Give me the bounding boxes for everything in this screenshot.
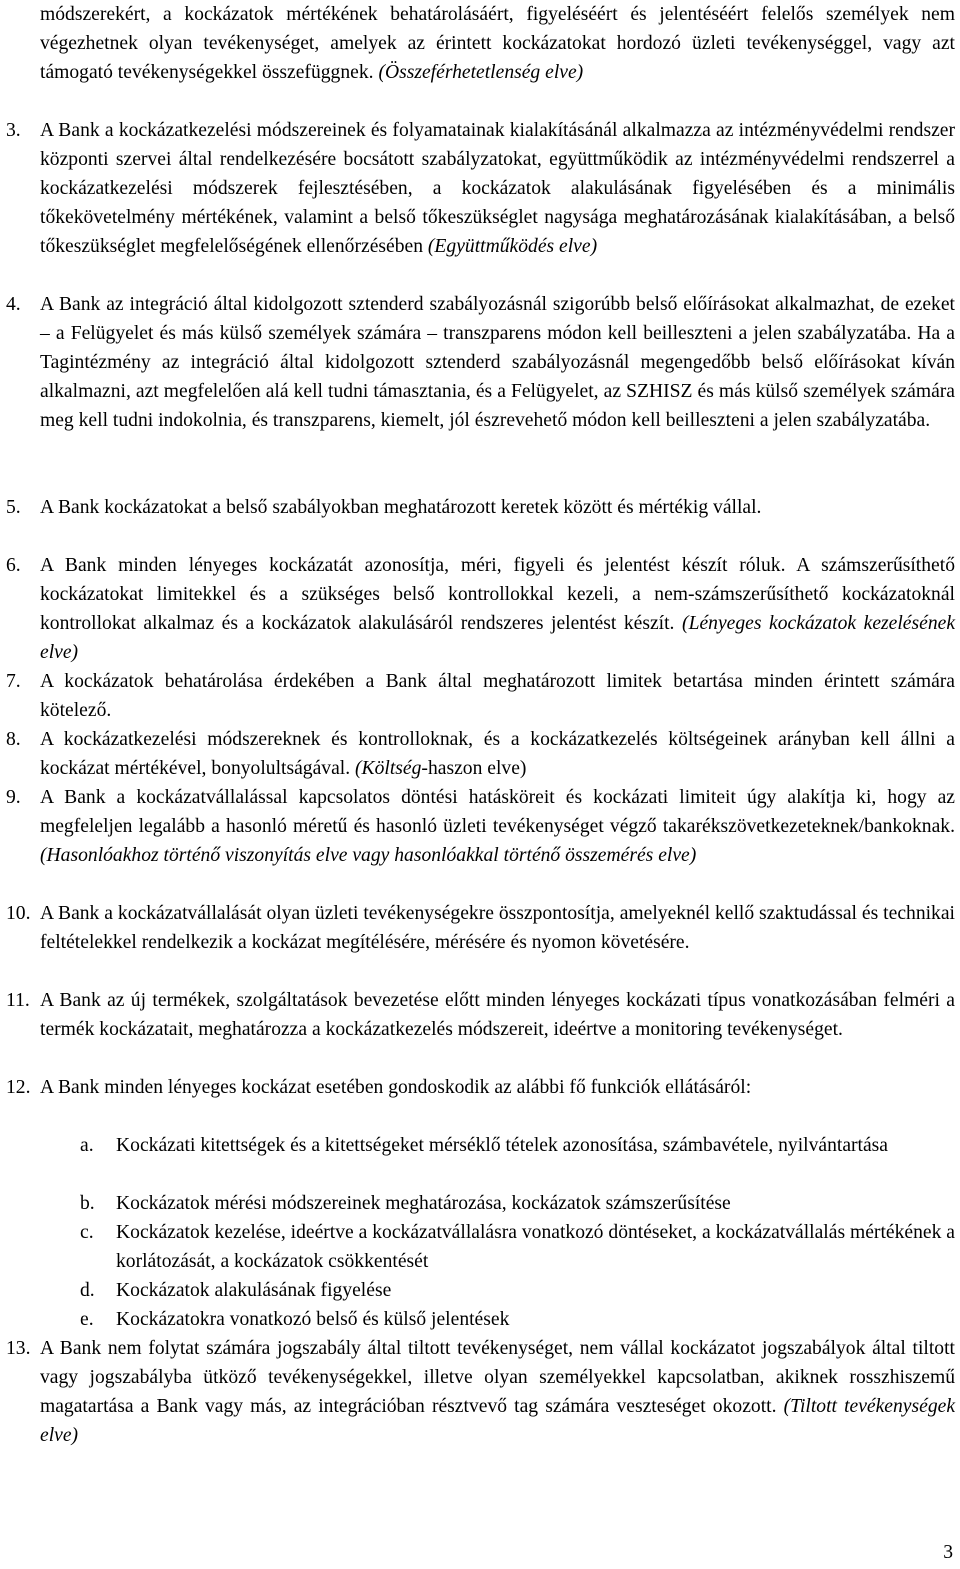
sub-item-c [80, 1218, 955, 1276]
item-number: 12. [6, 1077, 31, 1098]
list-item-12 [0, 1073, 955, 1102]
sub-item-a [80, 1131, 955, 1160]
sub-item-letter: c. [80, 1222, 94, 1243]
item-number: 9. [6, 787, 21, 808]
item-text: A Bank az integráció által kidolgozott sztenderd szabályozásnál szigorúbb belső előírásokat alkalmazhat, de ezeket – a Felügyelet és más külső személyek számára – transzparens módon kell beilleszteni a jelen szabályzatába. Ha a Tagintézmény az integráció által kidolgozott sztenderd szabályozásnál megengedőbb belső előírásokat kíván alkalmazni, azt megfelelően alá kell tudni támasztania, és a Felügyelet, az SZHISZ és más külső személyek számára meg kell tudni indokolnia, és transzparens, kiemelt, jól észrevehető módon kell beilleszteni a jelen szabályzatába. [40, 294, 955, 431]
item-number: 11. [6, 990, 30, 1011]
item-text: A Bank nem folytat számára jogszabály által tiltott tevékenységet, nem vállal kockázatot jogszabályok által tiltott vagy jogszabályba ütköző tevékenységekkel, illetve olyan személyekkel kapcsolatban, akiknek rosszhiszemű magatartása a Bank vagy más, az integrációban résztvevő tag számára veszteséget okozott. [40, 1338, 955, 1417]
item-text: A Bank a kockázatkezelési módszereinek és folyamatainak kialakításánál alkalmazza az intézményvédelmi rendszer központi szervei által rendelkezésére bocsátott szabályzatokat, együttműködik az intézményvédelmi rendszerrel a kockázatkezelési módszerek fejlesztésében, a kockázatok alakulásának figyelésében és a minimális tőkekövetelmény mértékének, valamint a belső tőkeszükséglet nagysága meghatározásának kialakításában, a belső tőkeszükséglet megfelelőségének ellenőrzésében [40, 120, 955, 257]
principle-note: (Lényeges kockázatok kezelésének elve) [40, 613, 956, 663]
list-item-7 [0, 667, 955, 725]
item-number: 4. [6, 294, 21, 315]
item-number: 7. [6, 671, 21, 692]
item-text: A Bank minden lényeges kockázat esetében gondoskodik az alábbi fő funkciók ellátásáról: [40, 1077, 752, 1098]
sub-item-letter: b. [80, 1193, 95, 1214]
principle-note: (Együttműködés elve) [427, 236, 598, 257]
page-number: 3 [943, 1542, 953, 1563]
sub-item-b [80, 1189, 955, 1218]
list-item-10 [0, 899, 955, 957]
intro-paragraph [40, 0, 955, 87]
principle-note-tail: haszon elve) [427, 758, 527, 779]
item-text: A Bank kockázatokat a belső szabályokban meghatározott keretek között és mértékig vállal. [40, 497, 762, 518]
sub-item-text: Kockázatok mérési módszereinek meghatározása, kockázatok számszerűsítése [116, 1193, 731, 1214]
item-number: 13. [6, 1338, 31, 1359]
item-number: 10. [6, 903, 31, 924]
list-item-9 [0, 783, 955, 870]
item-text: A kockázatkezelési módszereknek és kontrolloknak, és a kockázatkezelés költségeinek arányban kell állni a kockázat mértékével, bonyolultságával. [40, 729, 955, 779]
item-text: A kockázatok behatárolása érdekében a Bank által meghatározott limitek betartása minden érintett számára kötelező. [40, 671, 955, 721]
list-item-8 [0, 725, 955, 783]
sub-item-e [80, 1305, 955, 1334]
intro-text: módszerekért, a kockázatok mértékének behatárolásáért, figyeléséért és jelentéséért felelős személyek nem végezhetnek olyan tevékenységet, amelyek az érintett kockázatokat hordozó üzleti tevékenységgel, vagy azt támogató tevékenységekkel összefüggnek. [40, 4, 955, 83]
sub-item-letter: d. [80, 1280, 95, 1301]
sub-item-d [80, 1276, 955, 1305]
sub-item-letter: a. [80, 1135, 94, 1156]
item-text: A Bank a kockázatvállalással kapcsolatos döntési hatásköreit és kockázati limiteit úgy alakítja ki, hogy az megfeleljen legalább a hasonló méretű és hasonló üzleti tevékenységet végző takarékszövetkezeteknek/bankoknak. [40, 787, 955, 837]
sub-item-text: Kockázatok kezelése, ideértve a kockázatvállalásra vonatkozó döntéseket, a kockázatvállalás mértékének a korlátozását, a kockázatok csökkentését [116, 1222, 955, 1272]
item-text: A Bank az új termékek, szolgáltatások bevezetése előtt minden lényeges kockázati típus vonatkozásában felméri a termék kockázatait, meghatározza a kockázatkezelés módszereit, ideértve a monitoring tevékenységet. [40, 990, 955, 1040]
item-number: 5. [6, 497, 21, 518]
sub-item-text: Kockázatokra vonatkozó belső és külső jelentések [116, 1309, 510, 1330]
intro-principle-note: (Összeférhetetlenség elve) [378, 62, 584, 83]
sub-item-text: Kockázatok alakulásának figyelése [116, 1280, 392, 1301]
list-item-4 [0, 290, 955, 435]
list-item-13 [0, 1334, 955, 1450]
list-item-11 [0, 986, 955, 1044]
item-number: 3. [6, 120, 21, 141]
item-number: 6. [6, 555, 21, 576]
sub-item-letter: e. [80, 1309, 94, 1330]
item-number: 8. [6, 729, 21, 750]
principle-note: (Költség- [355, 758, 428, 779]
list-item-5 [0, 493, 955, 522]
sub-item-text: Kockázati kitettségek és a kitettségeket mérséklő tételek azonosítása, számbavétele, nyilvántartása [116, 1135, 889, 1156]
list-item-3 [0, 116, 955, 261]
principle-note: (Tiltott tevékenységek elve) [40, 1396, 956, 1446]
list-item-6 [0, 551, 955, 667]
principle-note: (Hasonlóakhoz történő viszonyítás elve vagy hasonlóakkal történő összemérés elve) [40, 845, 697, 866]
item-text: A Bank a kockázatvállalását olyan üzleti tevékenységekre összpontosítja, amelyeknél kellő szaktudással és technikai feltételekkel rendelkezik a kockázat megítélésére, mérésére és nyomon követésére. [40, 903, 955, 953]
item-text: A Bank minden lényeges kockázatát azonosítja, méri, figyeli és jelentést készít róluk. A számszerűsíthető kockázatokat limitekkel és a szükséges belső kontrollokkal kezeli, a nem-számszerűsíthető kockázatoknál kontrollokat alkalmaz és a kockázatok alakulásáról rendszeres jelentést készít. [40, 555, 955, 634]
